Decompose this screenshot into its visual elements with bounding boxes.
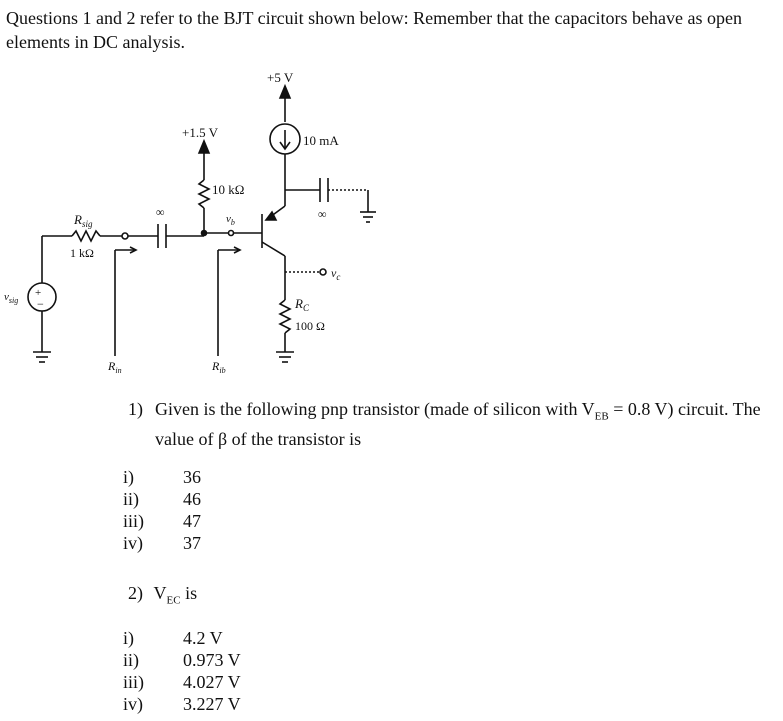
rin-indicator [107,247,136,375]
rib-indicator [211,247,240,375]
svg-text:+: + [35,287,42,299]
question-1-text-b: = 0.8 V) circuit. The value of β of the transistor is [155,399,761,449]
rin-sub: in [115,366,122,375]
rsig-sub: sig [81,219,93,229]
question-1-number: 1) [128,399,143,419]
bjt-circuit-diagram [0,62,783,382]
vc-sub: c [336,272,341,282]
q1-option-roman: iii) [123,511,144,531]
current-source [270,124,339,190]
q2-option-roman: iv) [123,694,143,714]
vsig-sub: sig [8,296,19,305]
q1-option-value: 37 [183,533,201,553]
rsig-label: R [74,212,82,227]
q1-option-roman: iv) [123,533,143,553]
q1-option-roman: ii) [123,489,139,509]
base-bias [182,125,244,236]
infinity-label-2: ∞ [318,207,327,221]
question-2-suffix: is [180,583,198,603]
q2-option-value: 3.227 V [183,694,241,714]
q1-option-value: 46 [183,489,201,509]
rsig-value: 1 kΩ [70,246,94,260]
rib-label: R [212,359,220,373]
svg-text:−: − [37,297,44,311]
svg-text:Rin [107,359,122,375]
rc-value: 100 Ω [295,319,325,333]
svg-text:vc [331,266,340,282]
svg-text:vsig [4,291,18,305]
vb-sub: b [230,218,235,227]
rsig-resistor [42,212,122,260]
q2-option-value: 4.027 V [183,672,241,692]
rc-sub: C [302,303,309,313]
intro-text: Questions 1 and 2 refer to the BJT circuit shown below: Remember that the capacitors behave as open elements in DC analysis. [6,8,742,52]
svg-text:Rsig [73,212,93,229]
pnp-transistor [230,190,285,272]
svg-text:vb [226,213,235,227]
q2-option-roman: ii) [123,650,139,670]
vsig-label: v [4,291,9,303]
infinity-label-1: ∞ [156,205,165,219]
vb-label: v [226,213,231,225]
rin-label: R [108,359,116,373]
signal-source [4,236,56,362]
emitter-bypass-capacitor [285,178,376,222]
question-2 [128,582,197,612]
current-source-label: 10 mA [303,133,339,148]
rc-resistor [276,272,325,362]
question-1-text [155,398,765,450]
question-2-vsub: EC [166,594,181,607]
vc-output [285,266,340,282]
supply-5v-label: +5 V [267,70,294,85]
q2-option-value: 0.973 V [183,650,241,670]
question-2-vlabel: V [153,583,167,603]
input-capacitor [122,205,204,248]
q1-option-roman: i) [123,467,134,487]
question-2-number: 2) [128,583,143,603]
base-resistor-label: 10 kΩ [212,182,245,197]
vc-label: v [331,266,337,280]
svg-text:RC [294,296,310,313]
rib-sub: ib [219,366,226,375]
q1-option-value: 36 [183,467,201,487]
supply-5v [267,70,294,122]
q2-option-roman: iii) [123,672,144,692]
q2-option-roman: i) [123,628,134,648]
rc-label: R [295,296,303,311]
question-1-text-sub: EB [594,410,609,423]
question-1-text-a: Given is the following pnp transistor (made of silicon with V [155,399,595,419]
supply-1-5v-label: +1.5 V [182,125,218,140]
svg-text:Rib [211,359,226,375]
q2-option-value: 4.2 V [183,628,223,648]
q1-option-value: 47 [183,511,201,531]
